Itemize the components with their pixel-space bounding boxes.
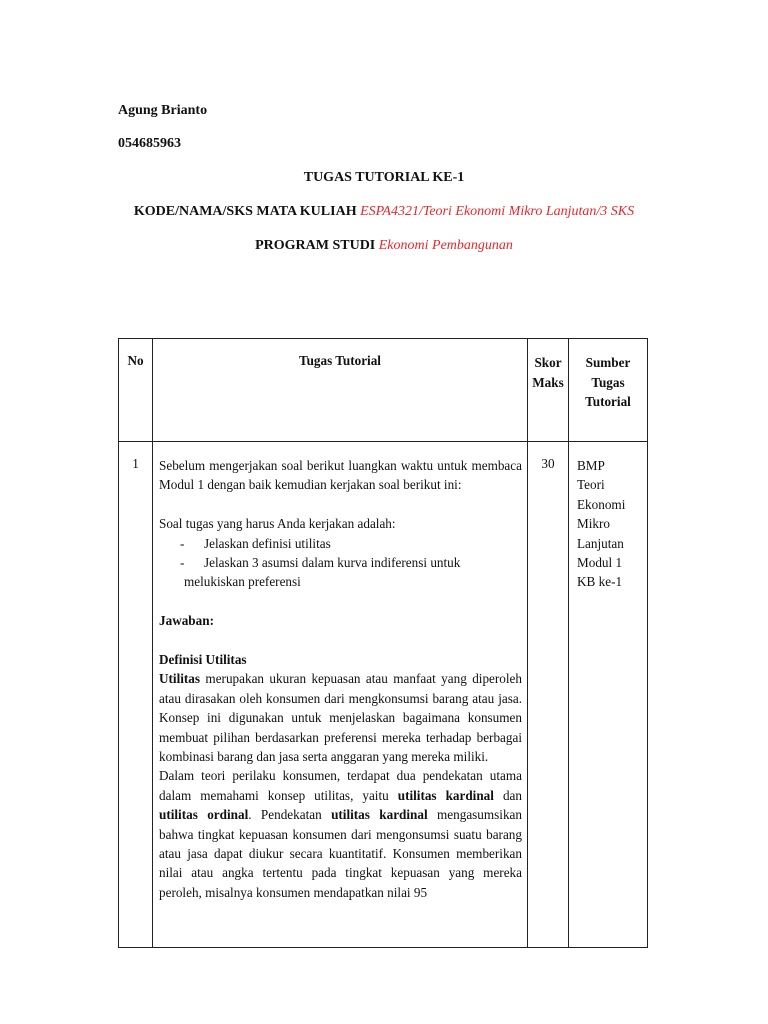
student-name: Agung Brianto: [118, 103, 208, 118]
para2-t2: dan: [493, 787, 522, 803]
soal-item-1-text: Jelaskan definisi utilitas: [204, 535, 331, 551]
para2-b1: utilitas kardinal: [397, 787, 494, 803]
sumber-line: Teori: [577, 477, 605, 493]
table-row: [119, 442, 648, 948]
para2-t3: . Pendekatan: [248, 807, 332, 823]
para2-b2: utilitas ordinal: [159, 807, 249, 823]
para1-bold: Utilitas: [159, 671, 201, 687]
para-pendekatan: [159, 766, 522, 902]
row-tugas: [153, 442, 528, 948]
header-skor: [528, 339, 569, 442]
program-line: [0, 238, 768, 254]
header-tugas: Tugas Tutorial: [153, 339, 528, 442]
header-skor-line2: Maks: [532, 374, 564, 390]
program-value: Ekonomi Pembangunan: [378, 238, 513, 253]
sumber-line: Ekonomi: [577, 496, 626, 512]
soal-item-1: - Jelaskan definisi utilitas: [180, 535, 331, 551]
program-label: PROGRAM STUDI: [255, 238, 376, 253]
soal-label: Soal tugas yang harus Anda kerjakan adalah:: [159, 516, 396, 532]
jawaban-label: Jawaban:: [159, 613, 214, 629]
header-sumber-line2: Tugas: [591, 374, 625, 390]
intro-text: Sebelum mengerjakan soal berikut luangkan waktu untuk membaca Modul 1 dengan baik kemudian kerjakan soal berikut ini:: [159, 458, 522, 493]
course-label: KODE/NAMA/SKS MATA KULIAH: [133, 204, 357, 219]
row-skor: 30: [528, 442, 569, 948]
student-id: 054685963: [118, 136, 181, 151]
para2-t1: Dalam teori perilaku konsumen, terdapat dua pendekatan utama dalam memahami konsep utilitas, yaitu: [159, 768, 522, 803]
soal-item-2: - Jelaskan 3 asumsi dalam kurva indiferensi untuk: [180, 555, 461, 571]
definisi-heading: Definisi Utilitas: [159, 652, 247, 668]
para-utilitas: [159, 669, 522, 766]
row-no: 1: [119, 442, 153, 948]
soal-item-2-cont: melukiskan preferensi: [184, 574, 301, 590]
table-header-row: [119, 339, 648, 442]
sumber-line: BMP: [577, 458, 605, 473]
header-sumber-line1: Sumber: [585, 355, 631, 370]
para2-b3: utilitas kardinal: [331, 807, 428, 823]
sumber-line: Mikro: [577, 516, 610, 532]
course-value: ESPA4321/Teori Ekonomi Mikro Lanjutan/3 SKS: [360, 204, 635, 219]
sumber-line: KB ke-1: [577, 574, 623, 590]
header-no: No: [119, 339, 153, 442]
tutorial-table: [118, 338, 648, 948]
document-title: TUGAS TUTORIAL KE-1: [303, 170, 465, 185]
para1-text: merupakan ukuran kepuasan atau manfaat yang diperoleh atau dirasakan oleh konsumen dari mengkonsumsi barang atau jasa. Konsep ini digunakan untuk menjelaskan bagaimana konsumen membuat pilihan berdasarkan preferensi mereka terhadap berbagai kombinasi barang dan jasa serta anggaran yang mereka miliki.: [159, 671, 522, 765]
header-sumber: [569, 339, 648, 442]
soal-item-2-text: Jelaskan 3 asumsi dalam kurva indiferensi untuk: [204, 555, 461, 571]
sumber-line: Lanjutan: [577, 535, 624, 551]
course-line: [0, 204, 768, 220]
para2-t4: mengasumsikan bahwa tingkat kepuasan konsumen dari mengonsumsi suatu barang atau jasa dapat diukur secara kuantitatif. Konsumen memberikan nilai atau angka tertentu pada tingkat kepuasan yang mereka peroleh, misalnya konsumen mendapatkan nilai 95: [159, 807, 522, 900]
sumber-line: Modul 1: [577, 555, 623, 571]
header-skor-line1: Skor: [534, 355, 562, 370]
header-sumber-line3: Tutorial: [585, 394, 631, 409]
row-sumber: [569, 442, 648, 948]
